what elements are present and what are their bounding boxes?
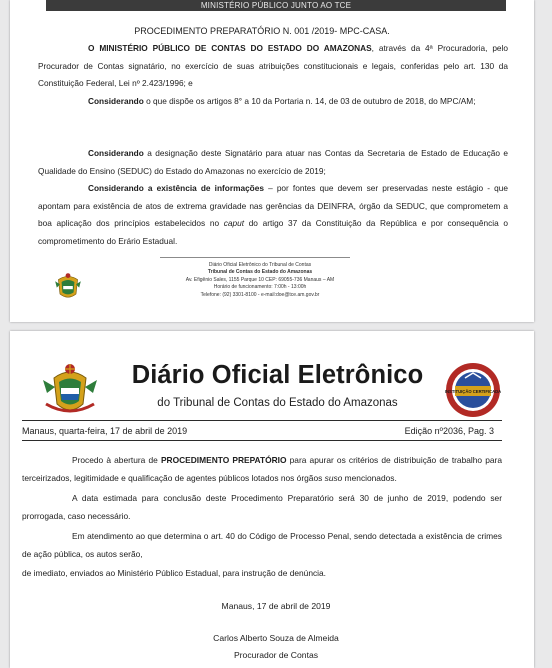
considerando-text-end: do artigo 37 da Constituição da República e por consequência o comprometimento do Erário Estadual. [38, 218, 508, 246]
opening-text: Procedo à abertura de [72, 455, 161, 465]
newspaper-masthead-title: Diário Oficial Eletrônico [131, 361, 424, 389]
caput-italic: caput [223, 218, 245, 228]
intro-text: , através da 4ª Procuradoria, pelo Procurador de Contas signatário, no exercício de suas atribuições constitucionais e legais, conferidas pelo art. 130 da Constituição Federal, Lei nº 2.423/1996; e [38, 43, 509, 88]
suso-italic: suso [324, 472, 343, 483]
procedure-title: PROCEDIMENTO PREPARATÓRIO N. 001 /2019- MPC-CASA. [134, 26, 390, 36]
signer-name: Carlos Alberto Souza de Almeida [213, 633, 339, 643]
contact-line: Av. Efigênio Sales, 1155 Parque 10 CEP: 69055-736 Manaus – AM [185, 276, 335, 283]
paragraph-procedure-opening [22, 452, 502, 487]
dateline-divider [22, 440, 502, 441]
considerando-text: – por fontes que devem ser preservadas neste estágio - que apontam para existência de atos de extrema gravidade nas gerências da DEINFRA, órgão da SEDUC, que comprometem a boa aplicação dos princípios estabelecidos no [38, 183, 508, 228]
edition-date: Manaus, quarta-feira, 17 de abril de 2019 [22, 426, 188, 436]
considerando-label: Considerando [88, 96, 144, 106]
page-header-banner: MINISTÉRIO PÚBLICO JUNTO AO TCE [46, 0, 506, 11]
opening-text-middle: para apurar os critérios de distribuição de trabalho para terceirizados, legitimidade e qualificação de agentes públicos lotados nos órgãos [22, 455, 502, 483]
signer-role: Procurador de Contas [233, 650, 319, 660]
opening-text-end: mencionados. [342, 472, 397, 483]
place-and-date: Manaus, 17 de abril de 2019 [221, 601, 331, 611]
contact-line: Horário de funcionamento: 7:00h - 13:00h [213, 284, 307, 291]
tce-coat-of-arms-icon [40, 360, 100, 420]
paragraph-considerando-1 [38, 93, 508, 111]
tce-coat-of-arms-icon [52, 270, 84, 302]
masthead-divider [22, 420, 502, 421]
paragraph-mpc-intro [38, 40, 508, 93]
procedure-name: PROCEDIMENTO PREPATÓRIO [160, 455, 287, 465]
considerando-label: Considerando a existência de informações [88, 183, 264, 193]
contact-line: Diário Oficial Eletrônico do Tribunal de Contas [208, 262, 312, 268]
considerando-text: o que dispõe os artigos 8° a 10 da Portaria n. 14, de 03 de outubro de 2018, do MPC/AM; [143, 96, 476, 106]
considerando-label: Considerando [88, 148, 144, 158]
publisher-contact-block [150, 262, 370, 299]
considerando-text: a designação deste Signatário para atuar nas Contas da Secretaria de Estado de Educação e Qualidade do Ensino (SEDUC) do Estado do Amazonas no exercício de 2019; [38, 148, 508, 176]
contact-line: Tribunal de Contas do Estado do Amazonas [207, 269, 313, 276]
paragraph-considerando-3 [38, 180, 508, 250]
certification-seal-icon [445, 362, 501, 418]
paragraph-referral: de imediato, enviados ao Ministério Público Estadual, para instrução de denúncia. [22, 568, 327, 578]
paragraph-penal-code: Em atendimento ao que determina o art. 40 do Código de Processo Penal, sendo detectada a existência de crimes de ação pública, os autos serão, [22, 531, 502, 559]
paragraph-conclusion-date: A data estimada para conclusão deste Procedimento Preparatório será 30 de junho de 2019, podendo ser prorrogada, caso necessário. [22, 493, 502, 521]
footer-divider [160, 257, 350, 258]
seal-text: INSTITUIÇÃO CERTIFICADA [445, 389, 501, 394]
paragraph-considerando-2 [38, 145, 508, 180]
mpc-name: O MINISTÉRIO PÚBLICO DE CONTAS DO ESTADO DO AMAZONAS [88, 43, 372, 53]
contact-line: Telefone: (92) 3301-8100 - e-mail:doe@tce.am.gov.br [200, 291, 320, 298]
edition-number: Edição nº2036, Pag. 3 [404, 426, 494, 436]
newspaper-masthead-subtitle: do Tribunal de Contas do Estado do Amazonas [157, 397, 398, 409]
